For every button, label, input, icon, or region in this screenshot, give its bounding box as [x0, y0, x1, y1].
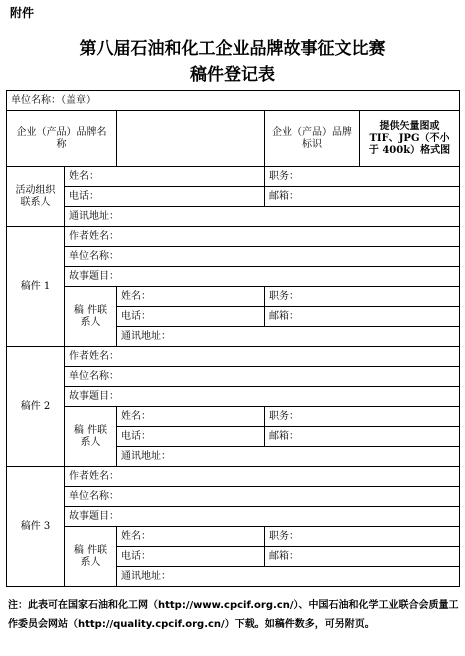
manuscript-2-email-field[interactable]: 邮箱：	[265, 427, 460, 447]
footer-note: 注：此表可在国家石油和化工网（http://www.cpcif.org.cn/）、中国石油和化学工业联合会质量工作委员会网站（http://quality.cpcif.org.cn/）下载。如稿件数多，可另附页。	[8, 600, 459, 630]
organizer-email-field[interactable]: 邮箱：	[265, 187, 460, 207]
unit-seal-row	[7, 91, 460, 111]
manuscript-3-author-field[interactable]: 作者姓名：	[65, 467, 460, 487]
manuscript-1-unit-field[interactable]: 单位名称：	[65, 247, 460, 267]
manuscript-1-contact-label: 稿 件联系人	[65, 287, 117, 347]
manuscript-2-name-field[interactable]: 姓名：	[117, 407, 265, 427]
manuscript-1-label: 稿件 1	[7, 227, 65, 347]
manuscript-3-contact-label: 稿 件联系人	[65, 527, 117, 587]
logo-format-hint[interactable]: 提供矢量图或 TIF、JPG（不小于 400k）格式图	[368, 120, 451, 156]
manuscript-3-address-field[interactable]: 通讯地址：	[117, 567, 460, 587]
manuscript-2-contact-label: 稿 件联系人	[65, 407, 117, 467]
organizer-row-3	[7, 207, 460, 227]
page-title: 第八届石油和化工企业品牌故事征文比赛	[79, 39, 386, 59]
manuscript-3-row	[7, 467, 460, 487]
manuscript-1-name-field[interactable]: 姓名：	[117, 287, 265, 307]
organizer-contact-label: 活动组织联系人	[7, 167, 65, 227]
brand-name-label: 企业（产品）品牌名称	[7, 111, 117, 167]
manuscript-1-position-field[interactable]: 职务：	[265, 287, 460, 307]
organizer-row-1	[7, 167, 460, 187]
manuscript-3-phone-field[interactable]: 电话：	[117, 547, 265, 567]
manuscript-1-address-field[interactable]: 通讯地址：	[117, 327, 460, 347]
manuscript-2-title-field[interactable]: 故事题目：	[65, 387, 460, 407]
organizer-row-2	[7, 187, 460, 207]
manuscript-3-unit-field[interactable]: 单位名称：	[65, 487, 460, 507]
manuscript-3-position-field[interactable]: 职务：	[265, 527, 460, 547]
manuscript-1-email-field[interactable]: 邮箱：	[265, 307, 460, 327]
manuscript-2-author-field[interactable]: 作者姓名：	[65, 347, 460, 367]
registration-form-table	[6, 90, 460, 587]
manuscript-2-row	[7, 347, 460, 367]
organizer-position-field[interactable]: 职务：	[265, 167, 460, 187]
manuscript-3-email-field[interactable]: 邮箱：	[265, 547, 460, 567]
manuscript-3-name-field[interactable]: 姓名：	[117, 527, 265, 547]
manuscript-2-unit-field[interactable]: 单位名称：	[65, 367, 460, 387]
manuscript-2-phone-field[interactable]: 电话：	[117, 427, 265, 447]
manuscript-2-label: 稿件 2	[7, 347, 65, 467]
manuscript-1-title-field[interactable]: 故事题目：	[65, 267, 460, 287]
attachment-label: 附件	[10, 6, 35, 20]
manuscript-2-address-field[interactable]: 通讯地址：	[117, 447, 460, 467]
manuscript-3-label: 稿件 3	[7, 467, 65, 587]
manuscript-1-phone-field[interactable]: 电话：	[117, 307, 265, 327]
organizer-address-field[interactable]: 通讯地址：	[65, 207, 460, 227]
form-title: 稿件登记表	[190, 65, 275, 85]
unit-seal-field[interactable]: 单位名称：（盖章）	[7, 91, 460, 111]
organizer-phone-field[interactable]: 电话：	[65, 187, 265, 207]
organizer-name-field[interactable]: 姓名：	[65, 167, 265, 187]
brand-row	[7, 111, 460, 167]
brand-name-field[interactable]	[117, 111, 265, 167]
brand-logo-label: 企业（产品）品牌标识	[265, 111, 360, 166]
manuscript-3-title-field[interactable]: 故事题目：	[65, 507, 460, 527]
manuscript-1-row	[7, 227, 460, 247]
manuscript-2-position-field[interactable]: 职务：	[265, 407, 460, 427]
manuscript-1-author-field[interactable]: 作者姓名：	[65, 227, 460, 247]
